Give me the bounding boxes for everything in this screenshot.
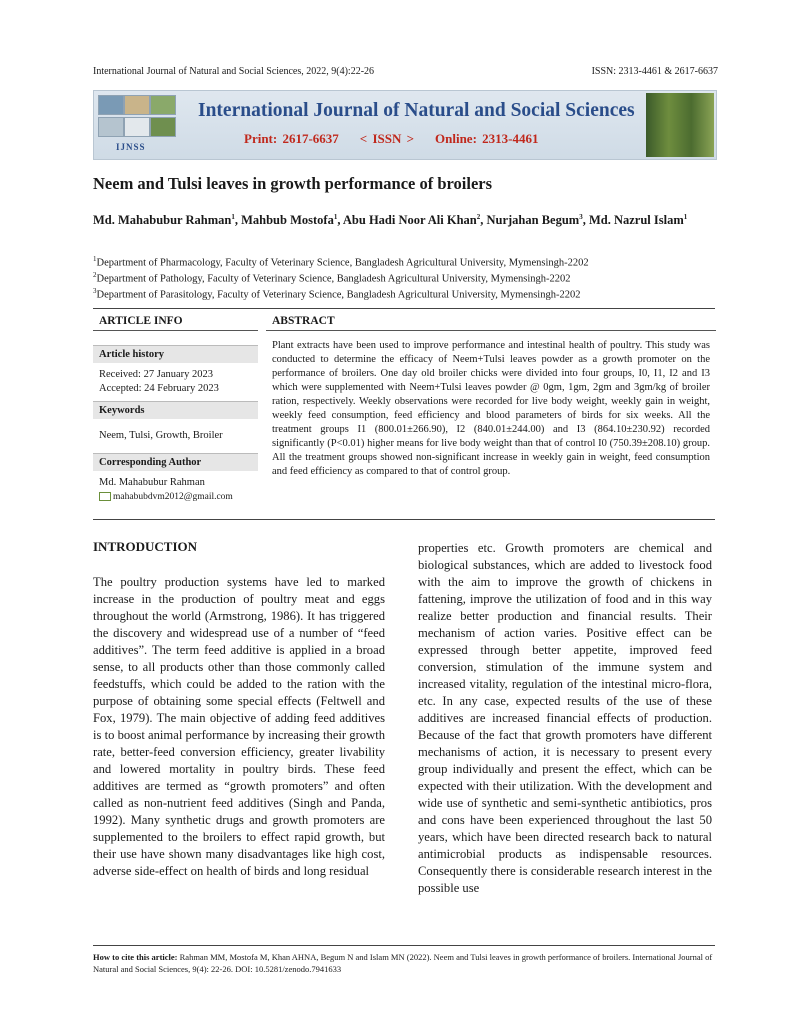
article-history [93,363,258,401]
banner-logo-collage [96,93,178,157]
author-name: Md. Mahabubur Rahman [93,213,232,228]
received-date: Received: 27 January 2023 [99,369,214,380]
introduction-column-right: properties etc. Growth promoters are chemical and biological substances, which are added to livestock food with the aim to improve the growth of chickens in fattening, improve the utilization of food and in this way realize better production and financial results. Their mechanism of action varies. Positive effect can be expressed through better appetite, improved feed conversion, stimulation of the immune system and increased vitality, regulation of the intestinal micro-flora, etc. In any case, expected results of the use of these additives are increased financial effects of production. Because of the fact that growth promoters have different mechanisms of action, it is necessary to present every group individually and present the effect, which can be expected with their utilization. With the development and wide use of synthetic and semi-synthetic antibiotics, pros and cons have been experienced throughout the last 50 years, which have been directed research back to natural antimicrobial products as indispensable resources. Consequently there is considerable research interest in the possible use [418,541,712,895]
banner-plant-photo [646,93,714,157]
banner-photo-tile [124,95,150,115]
affiliation-mark: 1 [93,255,97,263]
keywords-label: Keywords [93,401,258,419]
banner-acronym: IJNSS [116,142,146,152]
article-title: Neem and Tulsi leaves in growth performance of broilers [93,174,493,193]
running-head [93,66,718,77]
banner-photo-tile [150,95,176,115]
footer-divider [93,945,715,946]
citation-label: How to cite this article: [93,952,178,962]
banner-title: International Journal of Natural and Social Sciences [198,100,635,121]
author-name: Md. Nazrul Islam [588,213,684,228]
corresponding-email[interactable]: mahabubdvm2012@gmail.com [113,492,233,502]
abstract-text: Plant extracts have been used to improve performance and intestinal health of poultry. This study was conducted to determine the efficacy of Neem+Tulsi leaves powder as a growth promoter on the performance of broilers. One day old broiler chicks were divided into four groups, I0, I1, I2 and I3 which were supplemented with Neem+Tulsi leaves powder @ 0gm, 1gm, 2gm and 3gm/kg of broiler ration, respectively. Weekly observations were recorded for live body weight, weekly gain in weight, weekly feed consumption, feed efficiency and blood parameters of birds for six weeks. All the treatment groups I1 (800.01±266.90), I2 (840.01±244.00) and I3 (864.10±230.92) recorded significantly (P<0.01) higher means for live body weight than that of control I0 (750.39±208.10) group. All the treatment groups showed non-significant increase in weekly gain in weight, feed consumption and feed efficiency as compared to that of control group. [272,340,710,477]
introduction-heading: INTRODUCTION [93,539,198,554]
corresponding-author [93,471,258,509]
journal-banner [93,90,717,160]
author-affiliation-mark: 1 [231,213,235,221]
affiliation [93,255,589,269]
abstract-heading: ABSTRACT [266,312,716,331]
corresponding-author-label: Corresponding Author [93,453,258,471]
author-name: Nurjahan Begum [486,213,580,228]
affiliation-text: Department of Pathology, Faculty of Veterinary Science, Bangladesh Agricultural University, Mymensingh-2202 [96,273,571,285]
envelope-icon [99,492,111,501]
author-name: Abu Hadi Noor Ali Khan [342,213,477,228]
affiliation [93,287,580,301]
affiliation-text: Department of Parasitology, Faculty of Veterinary Science, Bangladesh Agricultural University, Mymensingh-2202 [96,289,581,301]
accepted-date: Accepted: 24 February 2023 [99,383,219,394]
introduction-column-left: The poultry production systems have led to marked increase in the production of poultry meat and eggs throughout the world (Armstrong, 1986). It has triggered the discovery and widespread use of a number of “feed additives”. The term feed additive is applied in a broad sense, to all products other than those commonly called feedstuffs, which could be added to the ration with the purpose of obtaining some special effects (Feltwell and Fox, 1979). The main objective of adding feed additives is to boost animal performance by increasing their growth rate, better-feed conversion efficiency, greater livability and lowered mortality in poultry birds. These feed additives are termed as “growth promoters” and often called as non-nutrient feed additives (Singh and Panda, 1992). Many synthetic drugs and growth promoters are supplemented to the broilers to effect rapid growth, but their use have shown many disadvantages like high cost, adverse side-effect on health of birds and long residual [93,575,385,878]
author-affiliation-mark: 3 [579,213,583,221]
banner-photo-tile [150,117,176,137]
abstract-panel [266,312,716,487]
article-history-label: Article history [93,345,258,363]
author-affiliation-mark: 2 [476,213,481,221]
article-info-heading: ARTICLE INFO [93,312,258,331]
keywords: Neem, Tulsi, Growth, Broiler [99,430,223,441]
banner-photo-tile [98,117,124,137]
author-affiliation-mark: 1 [333,213,338,221]
affiliation-text: Department of Pharmacology, Faculty of Veterinary Science, Bangladesh Agricultural University, Mymensingh-2202 [96,257,589,269]
author-name: Mahbub Mostofa [241,213,334,228]
citation [93,951,715,975]
divider [93,519,715,520]
running-head-journal: International Journal of Natural and Social Sciences, 2022, 9(4):22-26 [93,66,375,77]
affiliation-mark: 2 [93,271,97,279]
article-info-panel [93,312,258,509]
banner-issn-line: Print: 2617-6637 < ISSN > Online: 2313-4461 [244,131,539,146]
author-list: Md. Mahabubur Rahman$^1$, Mahbub Mostofa$^1$, Abu Hadi Noor Ali Khan$^2$, Nurjahan Begum$^3$, Md. Nazrul Islam$^1$ [93,213,688,228]
banner-photo-tile [124,117,150,137]
affiliation-mark: 3 [93,287,97,295]
banner-photo-tile [98,95,124,115]
author-affiliation-mark: 1 [683,213,688,221]
citation-text: Rahman MM, Mostofa M, Khan AHNA, Begum N and Islam MN (2022). Neem and Tulsi leaves in growth performance of broilers. International Journal of Natural and Social Sciences, 9(4): 22-26. DOI: 10.5281/zenodo.7941633 [93,952,713,974]
running-head-issn: ISSN: 2313-4461 & 2617-6637 [591,66,718,77]
divider [93,308,715,309]
affiliation [93,271,571,285]
corresponding-author-name: Md. Mahabubur Rahman [99,477,205,488]
